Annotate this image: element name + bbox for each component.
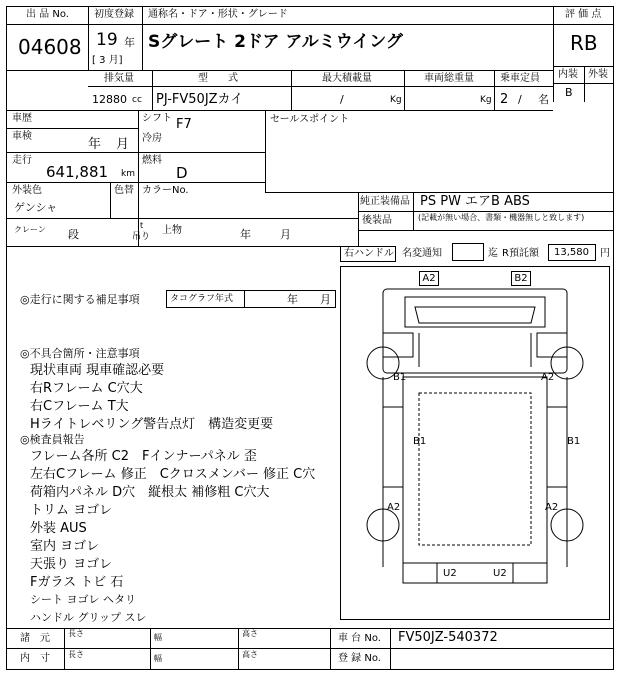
specs-width-label: 幅: [154, 633, 162, 642]
exterior-label: 外装: [588, 69, 608, 80]
reg-month: [ 3 月]: [92, 55, 123, 66]
damage-mark: A2: [419, 271, 439, 286]
interior-grade: B: [565, 86, 573, 99]
shift-label: シフト: [142, 113, 172, 124]
sales-point-label: セールスポイント: [270, 114, 350, 125]
name-change-label: 名変通知: [402, 248, 442, 259]
max-load-label: 最大積載量: [322, 73, 372, 84]
inspector-line: 室内 ヨゴレ: [30, 539, 100, 554]
damage-mark: B1: [567, 436, 581, 447]
inspector-line: 荷箱内パネル D穴 縦根太 補修粗 C穴大: [30, 485, 270, 500]
inspection-label: 車検: [12, 131, 32, 142]
shift-value: F7: [176, 117, 192, 132]
damage-mark: U2: [493, 568, 507, 579]
defect-line: 右Cフレーム T大: [30, 399, 129, 414]
reg-year: 19: [96, 30, 118, 50]
dims-length-label: 長さ: [68, 650, 84, 659]
dims-height-label: 高さ: [242, 650, 258, 659]
tachograph-label: タコグラフ年式: [170, 294, 234, 304]
inspection-month-unit: 月: [116, 137, 130, 152]
inspector-line: 天張り ヨゴレ: [30, 557, 113, 572]
capacity-label: 乗車定員: [500, 73, 540, 84]
capacity-unit: 名: [538, 93, 549, 106]
max-load-slash: /: [340, 93, 344, 106]
standard-equip-label: 純正装備品: [360, 196, 410, 207]
crane-stage: 段: [68, 228, 79, 241]
upper-year-unit: 年: [240, 228, 251, 241]
history-label: 車歴: [12, 113, 32, 124]
specs-height-label: 高さ: [242, 629, 258, 638]
inspector-line: 外装 AUS: [30, 521, 87, 536]
inspector-line: シート ヨゴレ ヘタリ: [30, 593, 136, 606]
reg-year-unit: 年: [124, 36, 135, 49]
recycle-unit: 円: [600, 248, 610, 259]
inspector-header: ◎検査員報告: [20, 433, 85, 446]
displacement-unit: cc: [132, 95, 142, 105]
damage-mark: B1: [413, 436, 427, 447]
damage-mark: U2: [443, 568, 457, 579]
upper-label: 上物: [162, 225, 182, 236]
model-code: PJ-FV50JZカイ: [156, 92, 244, 107]
inspector-line: ハンドル グリップ スレ: [30, 611, 147, 624]
capacity-value: 2: [500, 92, 509, 107]
aftermarket-note: (記載が無い場合、書類・機器無しと致します): [418, 213, 585, 222]
standard-equip-items: PS PW エアB ABS: [420, 194, 530, 209]
overall-rating: RB: [570, 31, 598, 55]
damage-mark: B2: [511, 271, 531, 286]
vehicle-diagram: [340, 266, 610, 620]
upper-month-unit: 月: [280, 228, 291, 241]
model-label: 型 式: [198, 73, 238, 84]
color-value: ゲンシャ: [14, 201, 58, 214]
inspection-year-unit: 年: [88, 137, 102, 152]
ac-label: 冷房: [142, 133, 162, 144]
displacement-value: 12880: [92, 93, 127, 106]
chassis-value: FV50JZ-540372: [398, 630, 498, 645]
displacement-label: 排気量: [104, 73, 134, 84]
model-desc-label: 通称名・ドア・形状・グレード: [148, 9, 288, 20]
inspector-line: 左右Cフレーム 修正 Cクロスメンバー 修正 C穴: [30, 467, 316, 482]
crane-ton: t: [140, 221, 144, 230]
damage-mark: A2: [541, 372, 555, 383]
tachograph-month-unit: 月: [320, 293, 331, 306]
color-change-label: 色替: [114, 185, 134, 196]
fuel-label: 燃料: [142, 155, 162, 166]
inspector-line: トリム ヨゴレ: [30, 503, 113, 518]
defect-line: 右Rフレーム C穴大: [30, 381, 143, 396]
tachograph-year-unit: 年: [287, 293, 298, 306]
rating-label: 評 価 点: [565, 9, 602, 20]
specs-label: 諸 元: [20, 633, 50, 644]
interior-label: 内装: [558, 69, 578, 80]
chassis-label: 車 台 No.: [338, 633, 381, 644]
inspector-line: フレーム各所 C2 Fインナーパネル 歪: [30, 449, 257, 464]
crane-label: クレーン: [14, 225, 46, 234]
defect-header: ◎不具合箇所・注意事項: [20, 347, 140, 360]
dims-width-label: 幅: [154, 654, 162, 663]
damage-mark: A2: [545, 502, 559, 513]
color-number-label: カラーNo.: [142, 185, 189, 196]
defect-line: Hライトレベリング警告点灯 構造変更要: [30, 417, 274, 432]
mileage-unit: km: [121, 169, 135, 179]
damage-mark: B1: [393, 372, 407, 383]
recycle-value: 13,580: [554, 247, 589, 258]
inspector-line: Fガラス トビ 石: [30, 575, 124, 590]
gross-weight-label: 車両総重量: [424, 73, 474, 84]
aftermarket-label: 後装品: [362, 215, 392, 226]
lot-no: 04608: [18, 35, 82, 59]
recycle-label: R預託額: [502, 248, 539, 259]
capacity-slash: /: [518, 93, 522, 106]
specs-length-label: 長さ: [68, 629, 84, 638]
first-reg-label: 初度登録: [94, 9, 134, 20]
fuel-value: D: [176, 164, 188, 182]
remark-label: 迄: [488, 248, 498, 259]
color-label: 外装色: [12, 185, 42, 196]
lot-no-label: 出 品 No.: [26, 9, 69, 20]
registration-label: 登 録 No.: [338, 653, 381, 664]
travel-notes-label: ◎走行に関する補足事項: [20, 293, 140, 306]
gross-weight-unit: Kg: [480, 95, 492, 105]
defect-line: 現状車両 現車確認必要: [30, 363, 165, 378]
vehicle-name: Sグレート 2ドア アルミウイング: [148, 32, 403, 52]
damage-mark: A2: [387, 502, 401, 513]
max-load-unit: Kg: [390, 95, 402, 105]
name-change-box: [452, 243, 484, 261]
mileage-value: 641,881: [46, 163, 109, 181]
right-handle: 右ハンドル: [344, 248, 394, 259]
mileage-label: 走行: [12, 155, 32, 166]
crane-hook: 吊り: [132, 232, 151, 242]
dims-label: 内 寸: [20, 653, 50, 664]
